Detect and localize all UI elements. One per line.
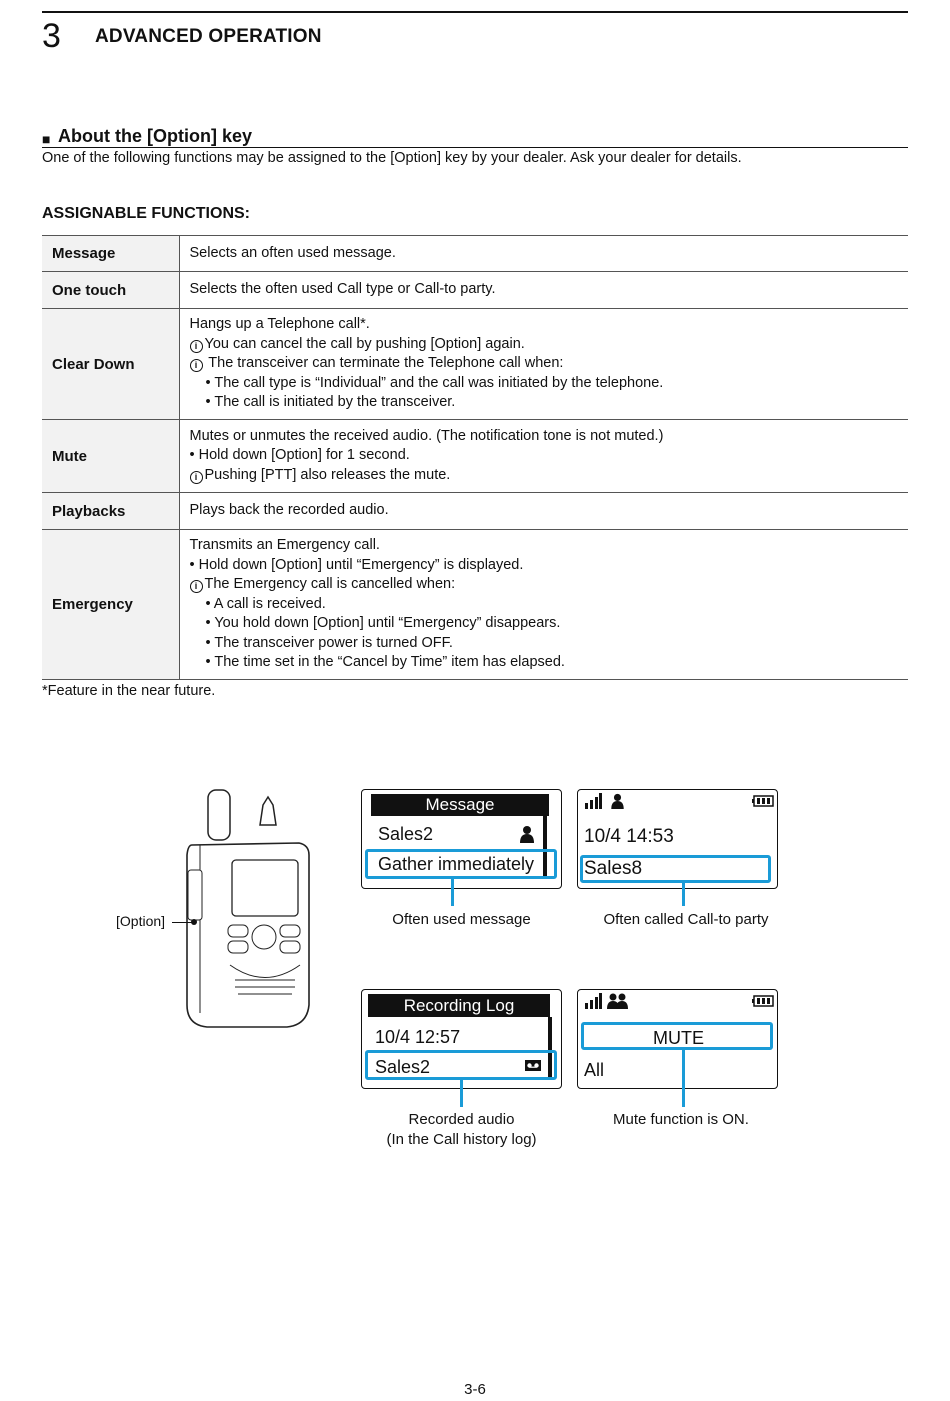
info-icon: i — [190, 471, 203, 484]
highlight-box — [581, 1022, 773, 1050]
leader-line — [682, 1050, 685, 1107]
function-desc: Plays back the recorded audio. — [179, 493, 908, 530]
page-number: 3-6 — [464, 1381, 486, 1398]
function-name: Clear Down — [42, 309, 179, 420]
caption: Mute function is ON. — [613, 1111, 749, 1128]
lcd-line: 10/4 12:57 — [375, 1027, 461, 1047]
table-row — [42, 530, 908, 680]
table-row — [42, 493, 908, 530]
function-name: Emergency — [42, 530, 179, 680]
caption-block — [361, 1110, 562, 1150]
section-heading — [42, 126, 908, 148]
function-desc: Selects an often used message. — [179, 236, 908, 272]
function-desc: Mutes or unmutes the received audio. (The notification tone is not muted.) • Hold down [Option] for 1 second. i Pushing [PTT] also releases the mute. — [179, 420, 908, 493]
assignable-functions-label: ASSIGNABLE FUNCTIONS: — [42, 205, 250, 222]
battery-icon — [752, 995, 774, 1007]
function-name: Playbacks — [42, 493, 179, 530]
chapter-title: ADVANCED OPERATION — [95, 26, 322, 47]
function-desc: Selects the often used Call type or Call-to party. — [179, 272, 908, 309]
table-row — [42, 236, 908, 272]
highlight-box — [365, 849, 557, 879]
radio-illustration — [180, 785, 315, 1035]
signal-icon — [584, 793, 602, 809]
info-icon: i — [190, 340, 203, 353]
function-desc: Hangs up a Telephone call*. i You can cancel the call by pushing [Option] again. i The transceiver can terminate the Telephone call when: • The call type is “Individual” and the call was initiated by the telephone. • The call is initiated by the transceiver. — [179, 309, 908, 420]
function-name: One touch — [42, 272, 179, 309]
option-leader-dot — [191, 919, 197, 925]
person-icon — [520, 825, 534, 843]
info-icon: i — [190, 580, 203, 593]
section-title: About the [Option] key — [58, 126, 252, 146]
lcd-line: Gather immediately — [378, 854, 535, 874]
lcd-line: All — [584, 1060, 605, 1080]
group-icon — [607, 993, 629, 1009]
leader-line — [682, 883, 685, 906]
signal-icon — [584, 993, 602, 1009]
section-bullet-icon: ■ — [42, 131, 51, 147]
lcd-line: 10/4 14:53 — [584, 826, 674, 847]
chapter-number: 3 — [42, 17, 61, 55]
function-name: Message — [42, 236, 179, 272]
top-rule — [42, 11, 908, 13]
caption: (In the Call history log) — [386, 1131, 537, 1148]
table-row — [42, 272, 908, 309]
functions-table — [42, 235, 908, 680]
lcd-line: Sales2 — [378, 824, 434, 844]
leader-line — [451, 879, 454, 906]
caption: Often used message — [392, 911, 531, 928]
caption: Often called Call-to party — [603, 911, 769, 928]
lcd-line: MUTE — [653, 1028, 704, 1048]
lcd-line: Sales2 — [375, 1057, 431, 1077]
table-row — [42, 309, 908, 420]
footnote: *Feature in the near future. — [42, 683, 216, 699]
option-key-label: [Option] — [116, 913, 166, 929]
leader-line — [460, 1080, 463, 1107]
caption: Recorded audio — [408, 1111, 515, 1128]
info-icon: i — [190, 359, 203, 372]
lcd-title-bar: Recording Log — [368, 994, 550, 1017]
person-icon — [611, 793, 624, 809]
section-intro: One of the following functions may be assigned to the [Option] key by your dealer. Ask your dealer for details. — [42, 150, 742, 166]
function-desc: Transmits an Emergency call. • Hold down [Option] until “Emergency” is displayed. i The Emergency call is cancelled when: • A call is received. • You hold down [Option] until “Emergency” disappears. • The transceiver power is turned OFF. • The time set in the “Cancel by Time” item has elapsed. — [179, 530, 908, 680]
lcd-line: Sales8 — [584, 858, 643, 879]
function-name: Mute — [42, 420, 179, 493]
battery-icon — [752, 795, 774, 807]
highlight-box — [365, 1050, 557, 1080]
highlight-box — [580, 855, 771, 883]
table-row — [42, 420, 908, 493]
lcd-title-bar: Message — [371, 794, 549, 816]
